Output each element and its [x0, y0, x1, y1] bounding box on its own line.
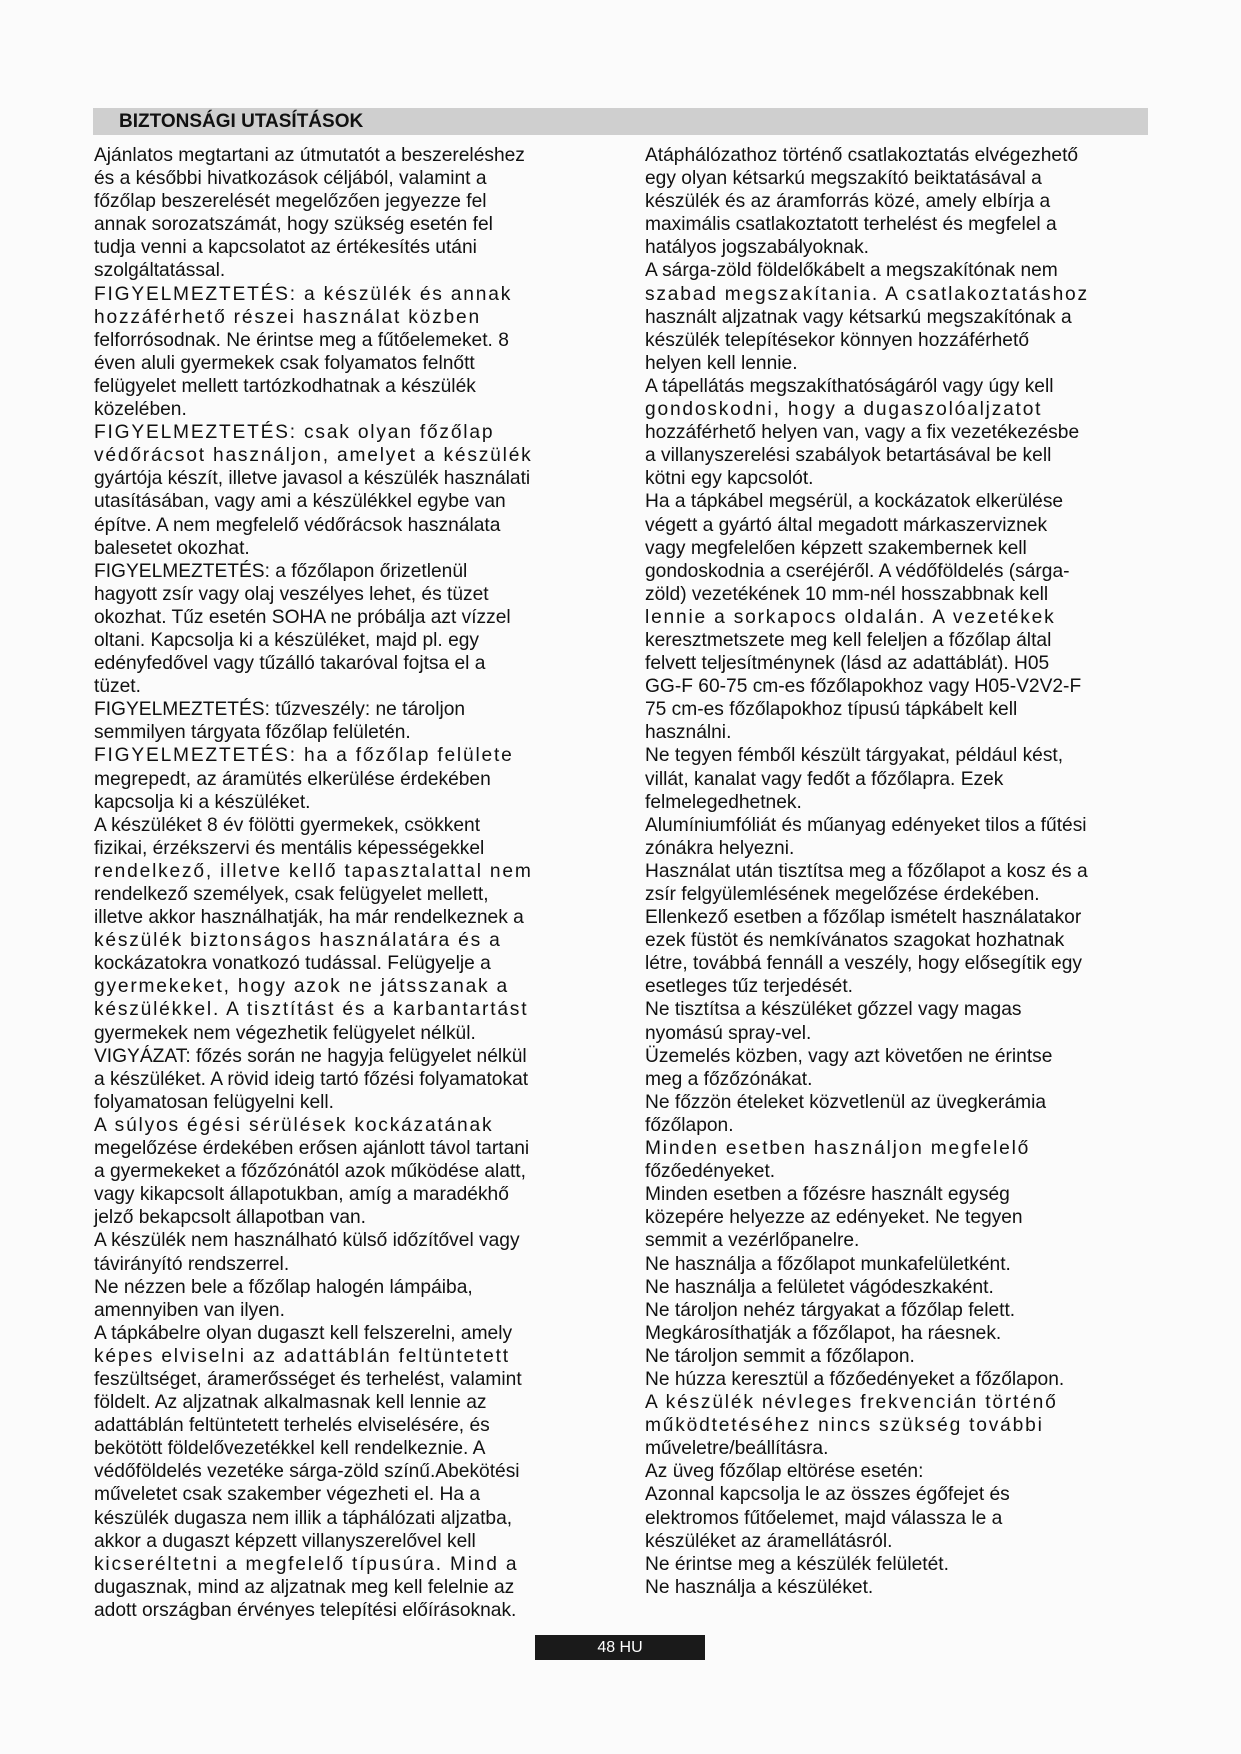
text-line: Ellenkező esetben a főzőlap ismételt használatakor — [645, 907, 1082, 929]
warning-line: VIGYÁZAT: főzés során ne hagyja felügyelet nélkül — [94, 1045, 527, 1067]
text-line: műveletre/beállításra. — [645, 1438, 829, 1460]
text-line: gyártója készít, illetve javasol a készülék használati — [94, 468, 531, 490]
text-line: földelt. Az aljzatnak alkalmasnak kell lennie az — [94, 1392, 487, 1414]
text-line: dugasznak, mind az aljzatnak meg kell felelnie az — [94, 1576, 515, 1598]
text-line: felvett teljesítménynek (lásd az adattáblát). H05 — [645, 653, 1050, 675]
text-line: Megkárosíthatják a főzőlapot, ha ráesnek. — [645, 1322, 1002, 1344]
text-line: adott országban érvényes telepítési előírásoknak. — [94, 1599, 517, 1621]
text-line: szabad megszakítania. A csatlakoztatáshoz — [645, 283, 1089, 305]
text-line: rendelkező személyek, csak felügyelet mellett, — [94, 884, 489, 905]
text-line: készülékkel. A tisztítást és a karbantartást — [94, 999, 529, 1021]
text-line: oltani. Kapcsolja ki a készüléket, majd pl. egy — [94, 629, 480, 651]
text-line: A sárga-zöld földelőkábelt a megszakítónak nem — [645, 260, 1058, 282]
text-line: főzőedényeket. — [645, 1161, 776, 1183]
text-line: Ne nézzen bele a főzőlap halogén lámpáiba, — [94, 1276, 473, 1298]
text-line: Ne tegyen fémből készült tárgyakat, például kést, — [645, 745, 1064, 767]
text-line: Ne húzza keresztül a főzőedényeket a főzőlapon. — [645, 1368, 1065, 1390]
text-line: A tápkábelre olyan dugaszt kell felszerelni, amely — [94, 1322, 513, 1344]
warning-line: FIGYELMEZTETÉS: ha a főzőlap felülete — [94, 745, 514, 767]
text-line: esetleges tűz terjedését. — [645, 976, 853, 998]
text-line: a gyermekeket a főzőzónától azok működése alatt, — [94, 1161, 526, 1183]
text-line: távirányító rendszerrel. — [94, 1253, 290, 1275]
text-line: akkor a dugaszt képzett villanyszerelővel kell — [94, 1530, 476, 1552]
text-line: zónákra helyezni. — [645, 837, 795, 859]
text-line: folyamatosan felügyelni kell. — [94, 1091, 334, 1113]
text-line: Atáphálózathoz történő csatlakoztatás elvégezhető — [645, 145, 1079, 166]
text-line: A készüléket 8 év fölötti gyermekek, csökkent — [94, 814, 481, 836]
text-line: gyermekeket, hogy azok ne játsszanak a — [94, 976, 510, 998]
warning-line: FIGYELMEZTETÉS: a főzőlapon őrizetlenül — [94, 560, 468, 582]
text-line: megrepedt, az áramütés elkerülése érdekében — [94, 768, 491, 790]
text-line: annak sorozatszámát, hogy szükség esetén fel — [94, 214, 493, 236]
warning-line: FIGYELMEZTETÉS: a készülék és annak — [94, 283, 513, 305]
text-line: gyermekek nem végezhetik felügyelet nélkül. — [94, 1022, 476, 1044]
text-line: amennyiben van ilyen. — [94, 1299, 285, 1321]
text-line: vagy kikapcsolt állapotukban, amíg a maradékhő — [94, 1184, 509, 1206]
warning-line: FIGYELMEZTETÉS: csak olyan főzőlap — [94, 422, 495, 444]
text-line: működtetéséhez nincs szükség további — [645, 1415, 1044, 1437]
text-line: Használat után tisztítsa meg a főzőlapot a kosz és a — [645, 860, 1088, 882]
text-line: A tápellátás megszakíthatóságáról vagy úgy kell — [645, 375, 1054, 397]
text-line: Ne tisztítsa a készüléket gőzzel vagy magas — [645, 999, 1022, 1021]
text-line: megelőzése érdekében erősen ajánlott távol tartani — [94, 1138, 530, 1160]
text-line: zöld) vezetékének 10 mm-nél hosszabbnak kell — [645, 583, 1049, 605]
text-line: tudja venni a kapcsolatot az értékesítés utáni — [94, 237, 477, 259]
text-line: Ajánlatos megtartani az útmutatót a beszereléshez — [94, 145, 525, 166]
text-line: lennie a sorkapocs oldalán. A vezetékek — [645, 606, 1056, 628]
text-line: felforrósodnak. Ne érintse meg a fűtőelemeket. 8 — [94, 329, 509, 351]
text-line: készülék dugasza nem illik a táphálózati aljzatba, — [94, 1507, 513, 1529]
text-line: Ha a tápkábel megsérül, a kockázatok elkerülése — [645, 491, 1064, 513]
text-line: a készüléket. A rövid ideig tartó főzési folyamatokat — [94, 1068, 529, 1090]
text-line: vagy megfelelően képzett szakembernek kell — [645, 537, 1027, 559]
text-line: felmelegedhetnek. — [645, 791, 802, 813]
text-line: főzőlap beszerelését megelőzően jegyezze fel — [94, 191, 487, 213]
text-line: kockázatokra vonatkozó tudással. Felügyelje a — [94, 953, 491, 975]
text-line: gondoskodnia a cseréjéről. A védőföldelés (sárga- — [645, 560, 1070, 582]
text-line: Az üveg főzőlap eltörése esetén: — [645, 1461, 924, 1483]
text-line: A készülék névleges frekvencián történő — [645, 1392, 1058, 1414]
text-line: a villanyszerelési szabályok betartásával be kell — [645, 445, 1052, 467]
text-line: kötni egy kapcsolót. — [645, 468, 814, 490]
text-line: hozzáférhető részei használat közben — [94, 306, 481, 328]
text-line: Ne használja a felületet vágódeszkaként. — [645, 1276, 994, 1298]
text-line: főzőlapon. — [645, 1114, 734, 1136]
text-line: fizikai, érzékszervi és mentális képességekkel — [94, 837, 485, 859]
text-line: műveletet csak szakember végezheti el. Ha a — [94, 1484, 481, 1506]
text-line: A súlyos égési sérülések kockázatának — [94, 1114, 494, 1136]
text-line: gondoskodni, hogy a dugaszolóaljzatot — [645, 399, 1043, 421]
text-line: védőrácsot használjon, amelyet a készülék — [94, 445, 533, 467]
text-line: készüléket az áramellátásról. — [645, 1530, 893, 1552]
text-line: adattáblán feltüntetett terhelés elviselésére, és — [94, 1415, 490, 1437]
text-line: helyen kell lennie. — [645, 352, 798, 374]
text-line: keresztmetszete meg kell feleljen a főzőlap által — [645, 629, 1052, 651]
text-line: edényfedővel vagy tűzálló takaróval fojtsa el a — [94, 653, 486, 675]
text-line: egy olyan kétsarkú megszakító beiktatásával a — [645, 168, 1042, 190]
text-line: GG-F 60-75 cm-es főzőlapokhoz vagy H05-V2V2-F — [645, 676, 1082, 698]
text-line: maximális csatlakoztatott terhelést és megfelel a — [645, 214, 1057, 236]
text-line: kapcsolja ki a készüléket. — [94, 791, 311, 813]
text-line: okozhat. Tűz esetén SOHA ne próbálja azt vízzel — [94, 606, 511, 628]
text-line: éven aluli gyermekek csak folyamatos felnőtt — [94, 352, 475, 374]
text-line: kicseréltetni a megfelelő típusúra. Mind a — [94, 1553, 519, 1575]
text-line: balesetet okozhat. — [94, 537, 250, 559]
text-line: létre, továbbá fennáll a veszély, hogy elősegítik egy — [645, 953, 1082, 975]
text-line: Ne főzzön ételeket közvetlenül az üvegkerámia — [645, 1091, 1047, 1113]
page-number: 48 HU — [597, 1639, 643, 1656]
text-line: végett a gyártó által megadott márkaszerviznek — [645, 514, 1048, 536]
text-line: Minden esetben használjon megfelelő — [645, 1138, 1031, 1160]
text-line: készülék telepítésekor könnyen hozzáférhető — [645, 329, 1029, 351]
text-line: rendelkező, illetve kellő tapasztalattal nem — [94, 860, 533, 882]
text-line: jelző bekapcsolt állapotban van. — [94, 1207, 367, 1229]
text-line: meg a főzőzónákat. — [645, 1068, 813, 1090]
text-line: A készülék nem használható külső időzítővel vagy — [94, 1230, 520, 1252]
section-title: BIZTONSÁGI UTASÍTÁSOK — [119, 111, 364, 132]
text-line: utasításában, vagy ami a készülékkel egybe van — [94, 491, 506, 513]
right-text-column — [645, 144, 1165, 1599]
text-line: felügyelet mellett tartózkodhatnak a készülék — [94, 375, 476, 397]
text-line: 75 cm-es főzőlapokhoz típusú tápkábelt kell — [645, 699, 1018, 721]
page-number-box — [535, 1635, 705, 1660]
text-line: illetve akkor használhatják, ha már rendelkeznek a — [94, 907, 524, 929]
text-line: készülék biztonságos használatára és a — [94, 930, 502, 952]
text-line: szolgáltatással. — [94, 260, 226, 282]
text-line: tüzet. — [94, 676, 141, 698]
text-line: készülék és az áramforrás közé, amely elbírja a — [645, 191, 1051, 213]
text-line: Üzemelés közben, vagy azt követően ne érintse — [645, 1045, 1053, 1067]
text-line: villát, kanalat vagy fedőt a főzőlapra. Ezek — [645, 768, 1004, 790]
text-line: Ne használja a készüléket. — [645, 1576, 874, 1598]
text-line: hatályos jogszabályoknak. — [645, 237, 869, 259]
text-line: és a későbbi hivatkozások céljából, valamint a — [94, 168, 487, 190]
text-line: használt aljzatnak vagy kétsarkú megszakítónak a — [645, 306, 1072, 328]
section-header-bar — [93, 108, 1148, 135]
text-line: Ne használja a főzőlapot munkafelületként. — [645, 1253, 1011, 1275]
text-line: ezek füstöt és nemkívánatos szagokat hozhatnak — [645, 930, 1065, 952]
text-line: védőföldelés vezetéke sárga-zöld színű.Abekötési — [94, 1461, 520, 1483]
left-text-column — [94, 144, 616, 1622]
warning-line: FIGYELMEZTETÉS: tűzveszély: ne tároljon — [94, 699, 466, 721]
text-line: zsír felgyülemlésének megelőzése érdekében. — [645, 884, 1040, 905]
text-line: semmilyen tárgyata főzőlap felületén. — [94, 722, 411, 744]
text-line: közepére helyezze az edényeket. Ne tegyen — [645, 1207, 1023, 1229]
text-line: használni. — [645, 722, 732, 744]
text-line: Ne tároljon nehéz tárgyakat a főzőlap felett. — [645, 1299, 1016, 1321]
text-line: hagyott zsír vagy olaj veszélyes lehet, és tüzet — [94, 583, 489, 605]
text-line: hozzáférhető helyen van, vagy a fix vezetékezésbe — [645, 422, 1080, 444]
text-line: bekötött földelővezetékkel kell rendelkeznie. A — [94, 1438, 486, 1460]
text-line: semmit a vezérlőpanelre. — [645, 1230, 860, 1252]
text-line: Ne érintse meg a készülék felületét. — [645, 1553, 949, 1575]
text-line: Minden esetben a főzésre használt egység — [645, 1184, 1010, 1206]
text-line: elektromos fűtőelemet, majd válassza le a — [645, 1507, 1003, 1529]
text-line: építve. A nem megfelelő védőrácsok használata — [94, 514, 501, 536]
text-line: nyomású spray-vel. — [645, 1022, 812, 1044]
text-line: feszültséget, áramerősséget és terhelést, valamint — [94, 1368, 522, 1390]
text-line: Azonnal kapcsolja le az összes égőfejet és — [645, 1484, 1010, 1506]
text-line: Alumíniumfóliát és műanyag edényeket tilos a fűtési — [645, 814, 1087, 836]
text-line: Ne tároljon semmit a főzőlapon. — [645, 1345, 915, 1367]
text-line: közelében. — [94, 399, 187, 421]
text-line: képes elviselni az adattáblán feltüntetett — [94, 1345, 510, 1367]
